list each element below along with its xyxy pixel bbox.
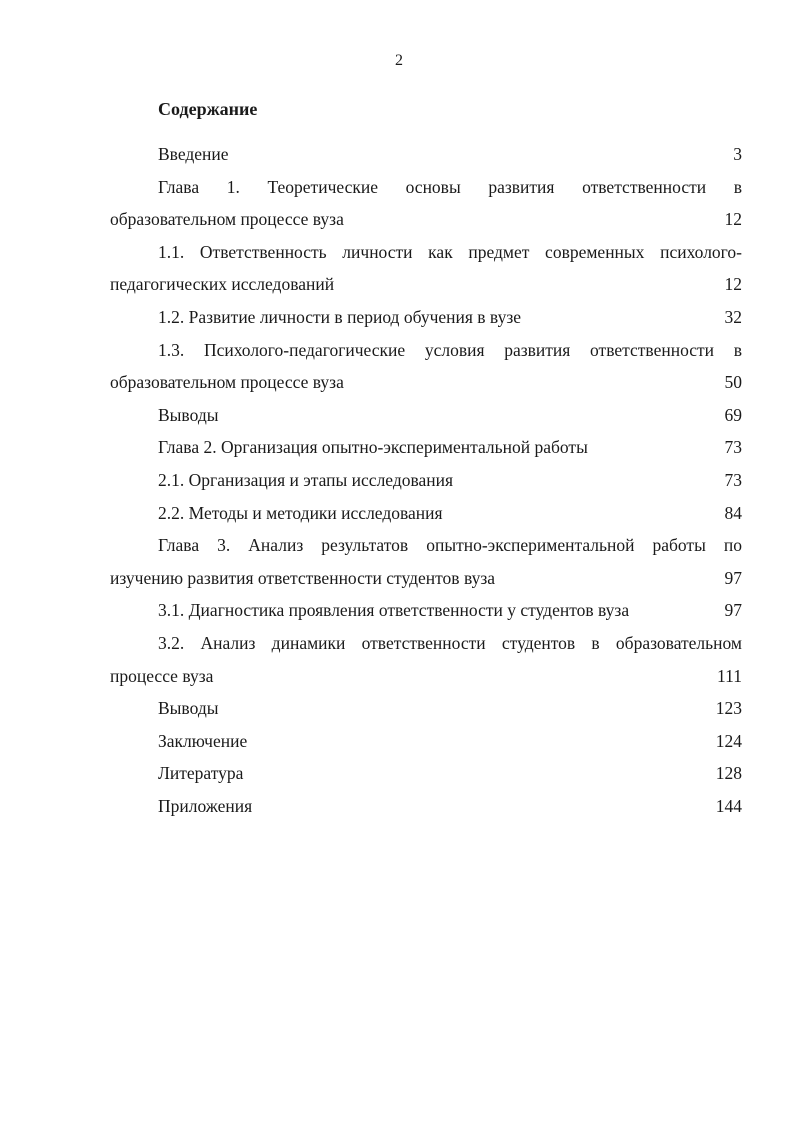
page-number: 2 [395, 52, 403, 69]
toc-entry-page: 12 [724, 209, 742, 230]
toc-entry-title: Глава 3. Анализ результатов опытно-экспериментальной работы по [158, 535, 742, 556]
toc-entry-title-continuation: педагогических исследований [110, 274, 335, 295]
toc-entry-title: 1.2. Развитие личности в период обучения в вузе [158, 306, 522, 327]
toc-entry-title-continuation: образовательном процессе вуза [110, 209, 344, 230]
toc-entry-page: 84 [724, 502, 742, 523]
toc-entry-title-continuation: образовательном процессе вуза [110, 372, 344, 393]
toc-entry-page: 12 [724, 274, 742, 295]
toc-entry-section-1-2 [110, 301, 742, 334]
toc-entry-section-2-1 [110, 464, 742, 497]
toc-entry-literature [110, 757, 742, 790]
toc-entry-title: 1.3. Психолого-педагогические условия развития ответственности в [158, 339, 742, 360]
toc-entry-section-3-2 [110, 627, 742, 692]
toc-entry-introduction [110, 138, 742, 171]
toc-entry-page: 128 [715, 763, 742, 784]
toc-entry-title-continuation: изучению развития ответственности студентов вуза [110, 567, 496, 588]
toc-entry-chapter-3 [110, 529, 742, 594]
toc-entry-section-3-1 [110, 594, 742, 627]
toc-entry-title: 3.1. Диагностика проявления ответственности у студентов вуза [158, 600, 630, 621]
toc-entry-title: Введение [158, 144, 229, 164]
toc-entry-title: Литература [158, 763, 244, 784]
toc-title: Содержание [158, 99, 258, 119]
toc-entry-title: Выводы [158, 698, 219, 719]
toc-entry-title: Приложения [158, 795, 253, 816]
toc-entry-appendices [110, 790, 742, 823]
toc-entry-page: 50 [724, 372, 742, 393]
toc-entry-conclusions-3 [110, 692, 742, 725]
toc-entry-title: Глава 1. Теоретические основы развития ответственности в [158, 176, 742, 197]
toc-entry-page: 97 [724, 600, 742, 621]
toc-entry-title-continuation: процессе вуза [110, 665, 214, 686]
toc-entry-page: 32 [724, 306, 742, 327]
toc-entry-conclusions-1 [110, 399, 742, 432]
toc-entry-page: 111 [717, 665, 742, 686]
toc-entry-title: 2.1. Организация и этапы исследования [158, 469, 454, 490]
toc-entry-page: 73 [724, 469, 742, 490]
toc-entry-page: 144 [715, 795, 742, 816]
toc-entry-title: Заключение [158, 730, 248, 751]
toc-entry-title: 2.2. Методы и методики исследования [158, 502, 443, 523]
toc-entry-chapter-2 [110, 431, 742, 464]
toc-entry-page: 69 [724, 404, 742, 425]
toc-entry-chapter-1 [110, 171, 742, 236]
table-of-contents [110, 138, 742, 822]
toc-entry-title: 1.1. Ответственность личности как предмет современных психолого- [158, 241, 742, 262]
toc-entry-page: 124 [715, 730, 742, 751]
toc-entry-page: 73 [724, 437, 742, 458]
toc-entry-conclusion [110, 725, 742, 758]
toc-entry-section-1-1 [110, 236, 742, 301]
toc-entry-page: 97 [724, 567, 742, 588]
toc-entry-page: 3 [733, 144, 742, 164]
toc-entry-title: Выводы [158, 404, 219, 425]
toc-entry-section-2-2 [110, 497, 742, 530]
toc-entry-title: Глава 2. Организация опытно-экспериментальной работы [158, 437, 588, 458]
toc-entry-page: 123 [715, 698, 742, 719]
toc-entry-title: 3.2. Анализ динамики ответственности студентов в образовательном [158, 632, 742, 653]
toc-entry-section-1-3 [110, 334, 742, 399]
